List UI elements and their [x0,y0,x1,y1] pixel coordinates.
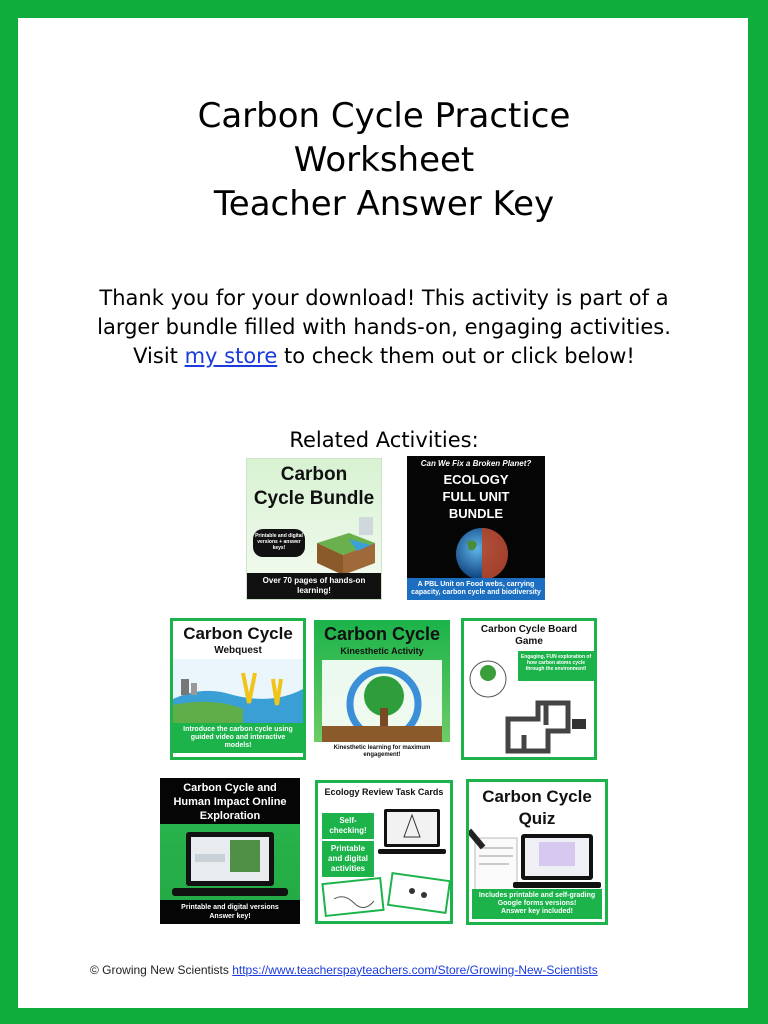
card-footer [472,889,602,919]
my-store-link[interactable]: my store [184,344,278,368]
title-line-3: Teacher Answer Key [213,184,555,224]
related-activities-heading: Related Activities: [289,428,479,452]
card-title-line-1: Carbon Cycle and [183,782,277,794]
intro-paragraph [84,284,684,371]
card-title-line-1: Carbon Cycle Board [480,624,578,635]
card-subtitle: Webquest [214,645,262,656]
card-footer-line-1: Includes printable and self-grading [478,892,596,899]
product-card-board-game[interactable] [461,618,597,760]
card-title-line-1: ECOLOGY [443,472,509,487]
tree-cycle-icon [322,660,442,748]
card-title-line-2: Game [515,636,543,647]
card-title-line-3: Exploration [199,810,261,822]
landscape-illustration-icon [173,659,303,725]
card-footer-line-2: Google forms versions! [497,900,577,907]
page-footer [90,963,598,977]
card-title-line-1: Carbon [280,464,348,485]
earth-globe-icon [447,524,517,584]
product-card-carbon-cycle-bundle[interactable] [246,458,382,600]
card-title-line-2: Cycle Bundle [253,488,375,509]
intro-text-after: to check them out or click below! [277,344,635,368]
product-card-quiz[interactable] [466,779,608,925]
card-footer-line-3: Answer key included! [501,908,573,915]
copyright-text: © Growing New Scientists [90,963,233,977]
card-subtitle: Kinesthetic Activity [340,646,424,656]
title-line-1: Carbon Cycle Practice [197,96,571,136]
product-card-human-impact[interactable] [160,778,300,924]
card-footer-line-2: Answer key! [209,913,251,920]
laptop-task-cards-icon [320,799,452,919]
title-line-2: Worksheet [293,140,475,180]
board-game-path-icon [464,649,594,759]
card-footer-line-1: Printable and digital versions [181,904,279,911]
card-title: Carbon Cycle [323,624,441,644]
card-tag-printable: Printable and digital activities [322,841,374,877]
card-footer: Kinesthetic learning for maximum engagement! [314,742,450,762]
document-title [0,94,768,226]
laptop-icon [170,828,290,900]
product-card-ecology-unit[interactable] [407,456,545,600]
card-title: Carbon Cycle [183,624,293,643]
card-blurb: Engaging, FUN exploration of how carbon atoms cycle through the environment! [518,651,594,681]
card-title-line-2: Quiz [518,809,556,828]
pencil-laptop-icon [469,828,605,894]
card-title-line-2: FULL UNIT [442,489,510,504]
card-title: Ecology Review Task Cards [324,787,444,797]
card-tag-self-checking: Self-checking! [322,813,374,839]
store-url-link[interactable]: https://www.teacherspayteachers.com/Store/Growing-New-Scientists [232,963,598,977]
speech-bubble: Printable and digital versions + answer keys! [253,529,305,557]
card-footer: Introduce the carbon cycle using guided video and interactive models! [173,723,303,753]
card-footer [160,900,300,924]
card-title-line-2: Human Impact Online [173,796,287,808]
landscape-diagram-icon [313,513,379,579]
product-card-task-cards[interactable] [315,780,453,924]
card-title-line-1: Carbon Cycle [482,787,592,806]
card-footer: Over 70 pages of hands-on learning! [247,573,381,599]
card-tagline: Can We Fix a Broken Planet? [420,459,532,468]
product-card-webquest[interactable] [170,618,306,760]
card-title-line-3: BUNDLE [448,506,504,521]
intro-text-before: Thank you for your download! This activity is part of a larger bundle filled with hands-on, engaging activities. Visit [97,286,671,368]
card-footer: A PBL Unit on Food webs, carrying capacity, carbon cycle and biodiversity [407,578,545,600]
product-card-kinesthetic[interactable] [314,620,450,762]
